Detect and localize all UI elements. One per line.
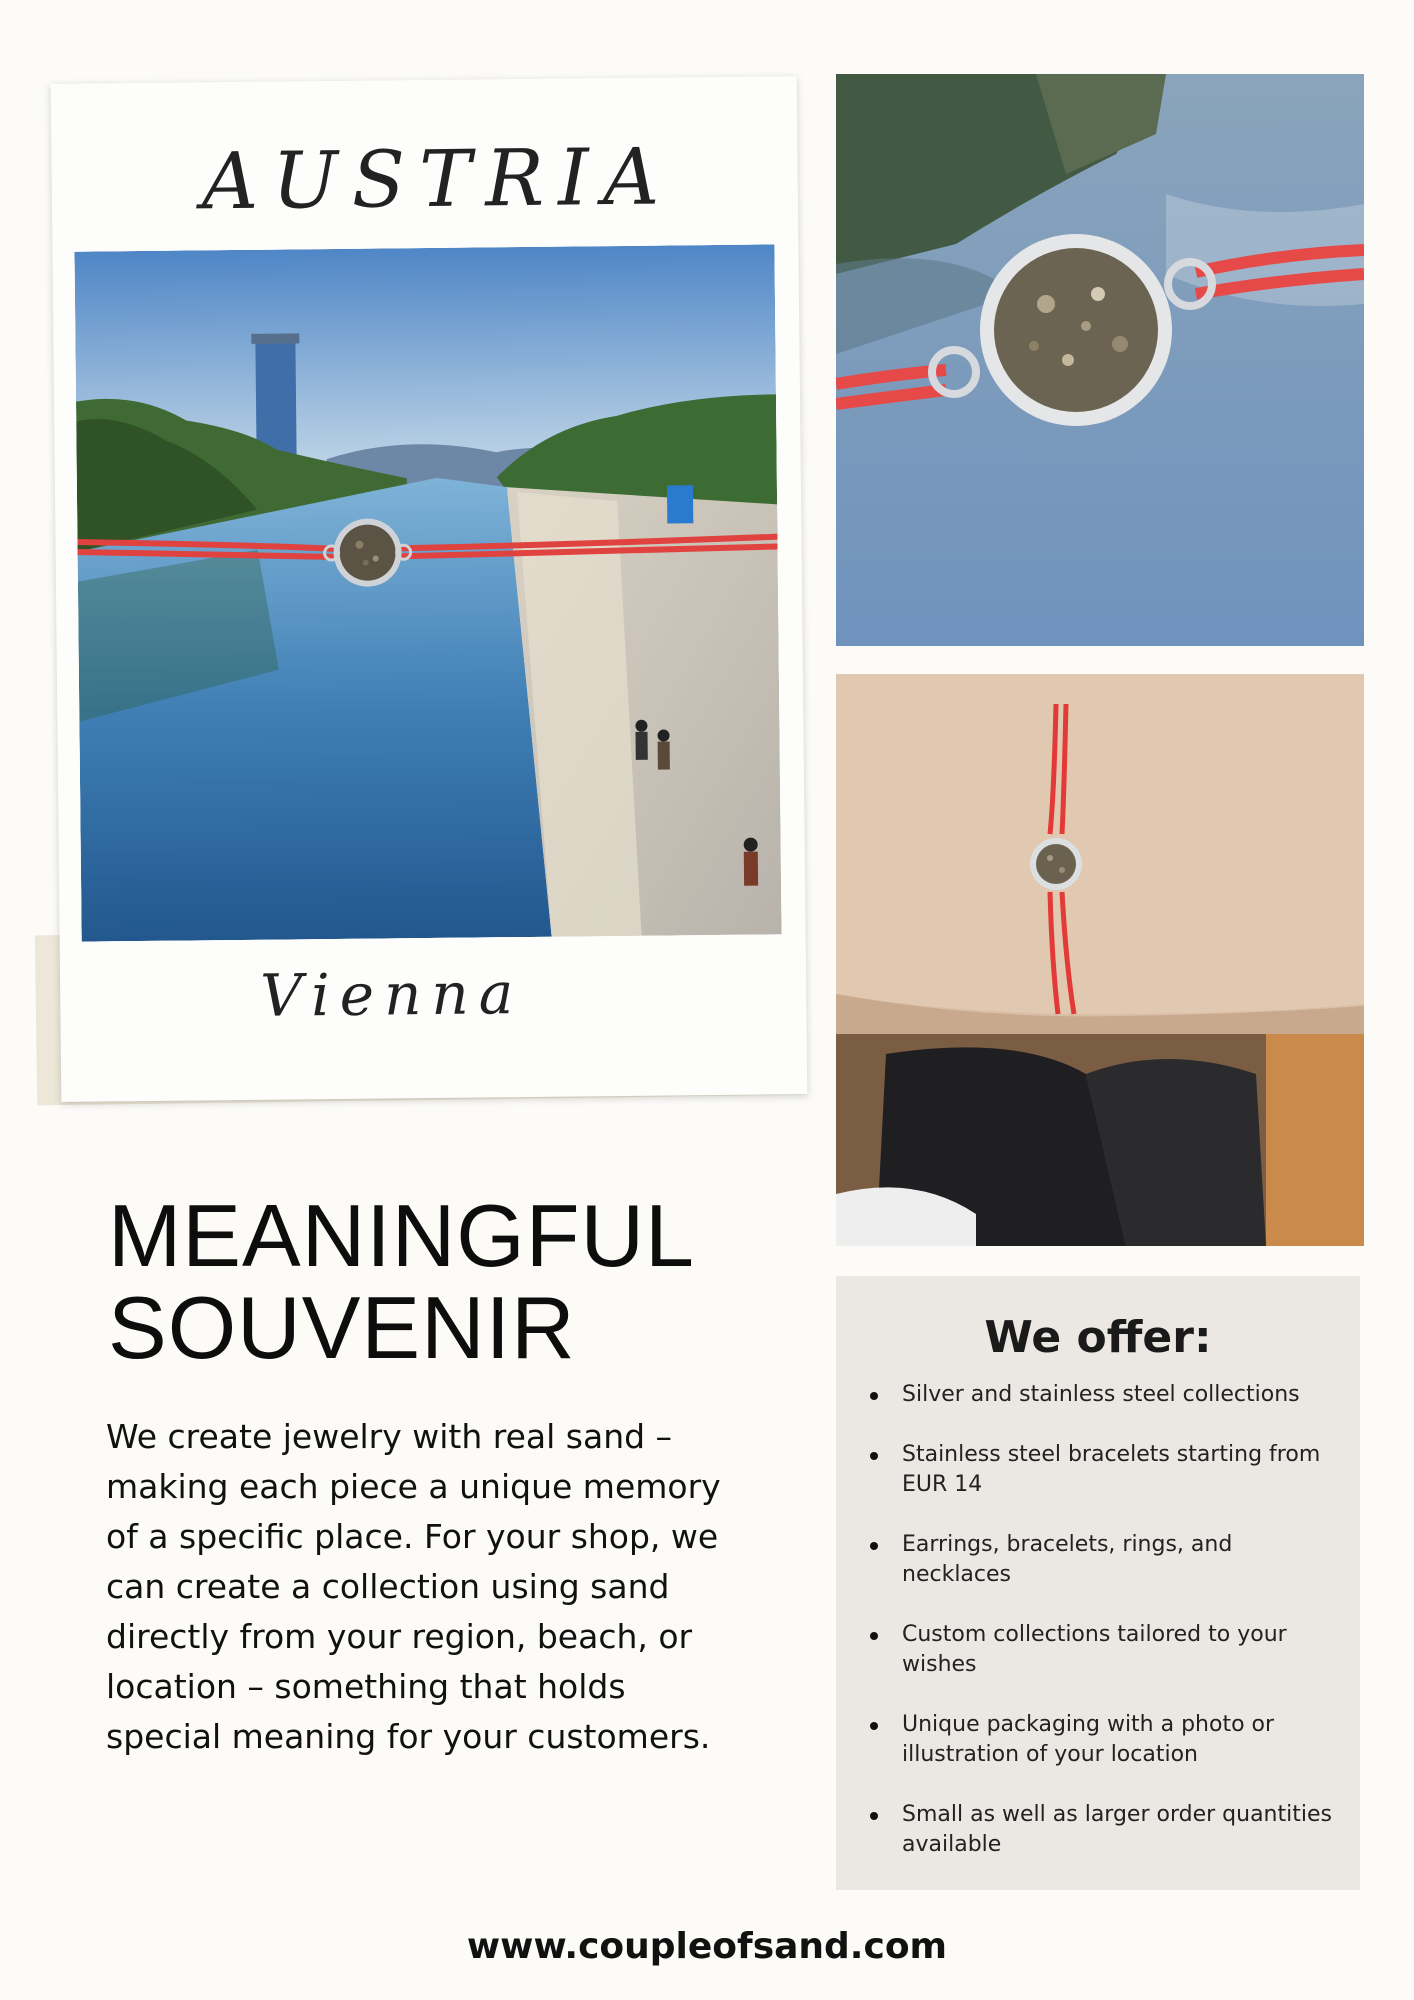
offer-item: Stainless steel bracelets starting from EUR 14 [866, 1440, 1346, 1500]
bracelet-on-wrist-photo [836, 674, 1364, 1246]
offer-item: Custom collections tailored to your wishes [866, 1620, 1346, 1680]
offer-item: Small as well as larger order quantities available [866, 1800, 1346, 1860]
intro-paragraph: We create jewelry with real sand – making each piece a unique memory of a specific place. For your shop, we can create a collection using sand directly from your region, beach, or location – something that holds special meaning for your customers. [106, 1417, 721, 1756]
bracelet-closeup-photo [836, 74, 1364, 646]
headline [108, 1186, 788, 1377]
offer-item: Unique packaging with a photo or illustration of your location [866, 1710, 1346, 1770]
vienna-canal-photo [74, 244, 781, 941]
canal-scene-illustration [74, 244, 781, 941]
postcard-country-label: AUSTRIA [201, 132, 674, 228]
headline-line-1: MEANINGFUL [108, 1186, 695, 1285]
postcard [51, 76, 808, 1102]
offer-list [866, 1380, 1346, 1860]
headline-line-2: SOUVENIR [108, 1278, 576, 1377]
bracelet-closeup-illustration [836, 74, 1364, 646]
postcard-city-label: Vienna [259, 959, 524, 1030]
offer-title: We offer: [984, 1312, 1212, 1363]
offer-panel [836, 1276, 1360, 1890]
wrist-illustration [836, 674, 1364, 1246]
offer-item: Silver and stainless steel collections [866, 1380, 1346, 1410]
website-link[interactable]: www.coupleofsand.com [466, 1926, 948, 1967]
offer-item: Earrings, bracelets, rings, and necklaces [866, 1530, 1346, 1590]
